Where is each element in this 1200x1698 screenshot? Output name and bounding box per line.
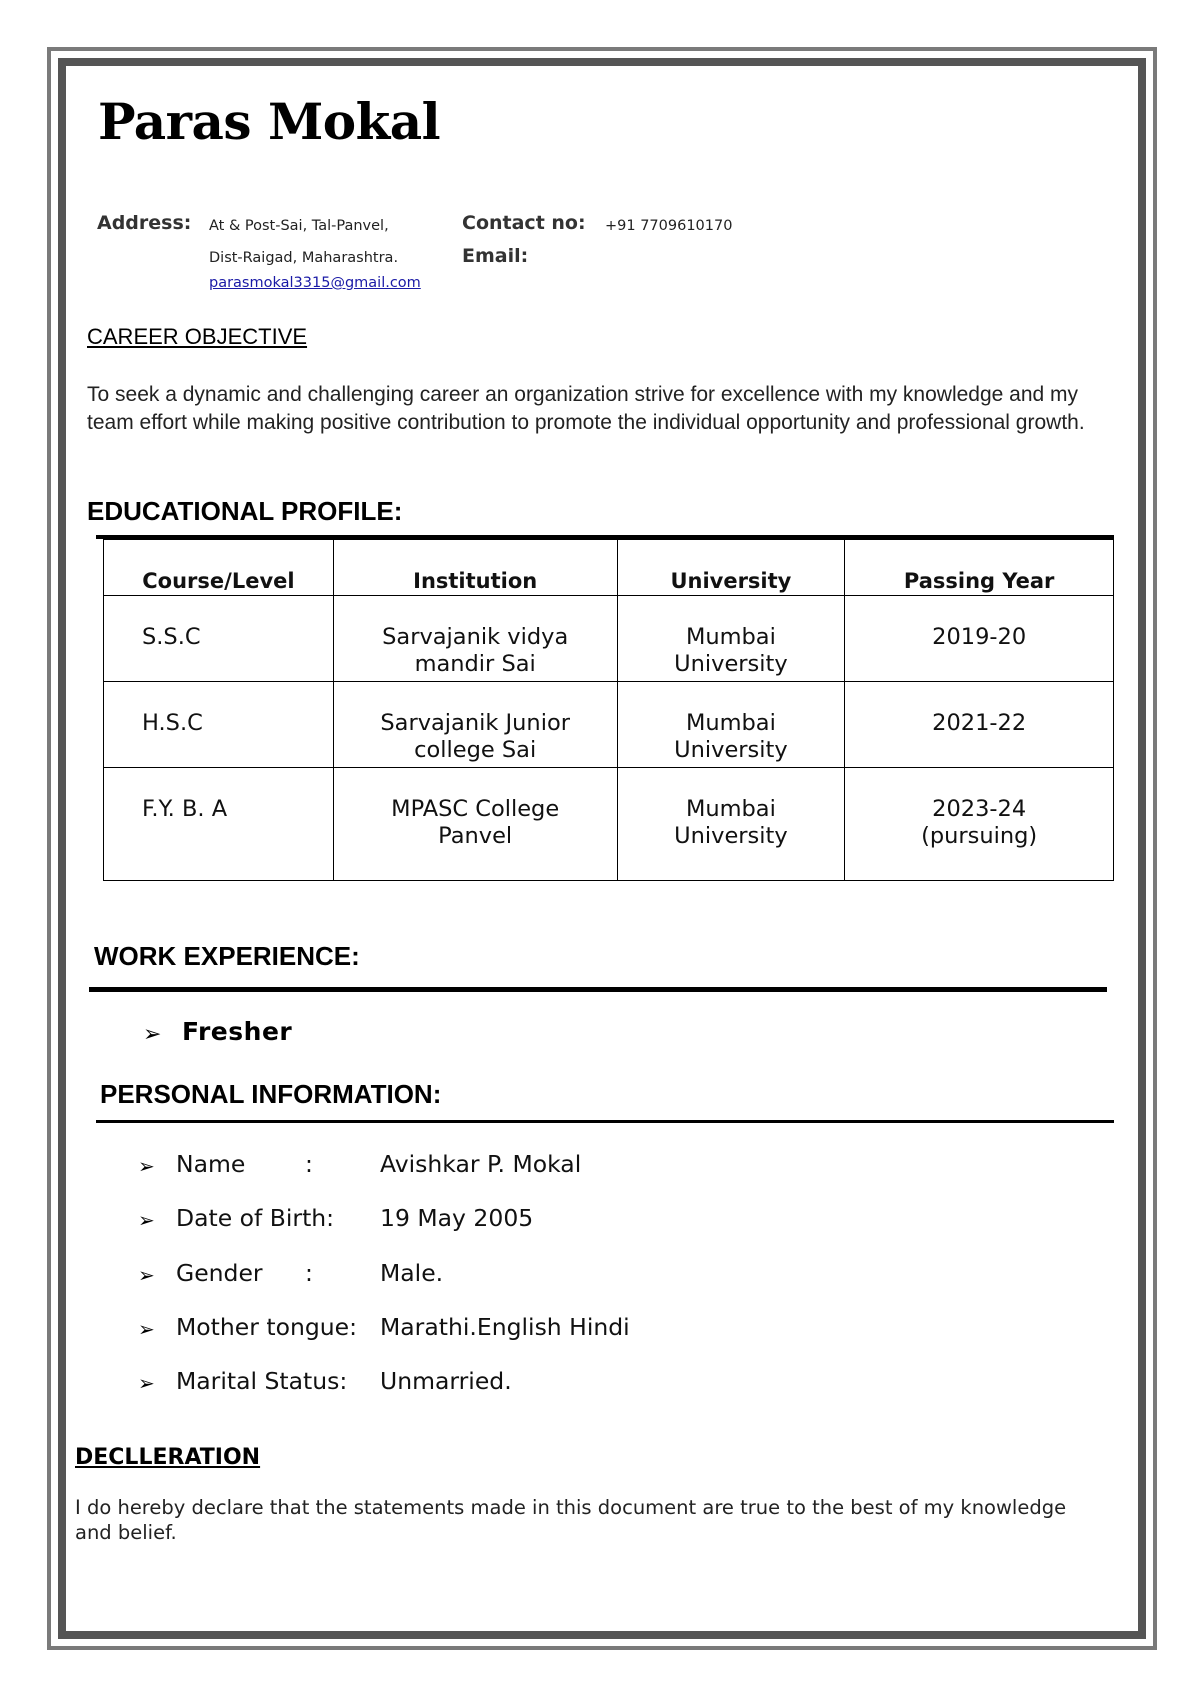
institution-line: Sarvajanik Junior	[380, 710, 570, 736]
institution-line: college Sai	[414, 737, 537, 763]
year-line: 2021-22	[932, 710, 1027, 736]
column-header: Course/Level	[104, 540, 334, 596]
arrow-bullet-icon: ➢	[138, 1263, 155, 1287]
table-row	[104, 768, 1114, 881]
contact-label: Contact no:	[462, 212, 586, 234]
info-label-name: Name	[176, 1150, 246, 1178]
declaration-heading: DECLLERATION	[75, 1445, 261, 1470]
institution-line: MPASC College	[391, 796, 560, 822]
institution-cell	[333, 682, 617, 768]
info-label-dob: Date of Birth:	[176, 1204, 335, 1232]
arrow-bullet-icon: ➢	[138, 1317, 155, 1341]
email-link[interactable]: parasmokal3315@gmail.com	[209, 275, 421, 291]
personal-divider	[96, 1120, 1114, 1123]
work-experience-item: Fresher	[182, 1017, 293, 1046]
info-value-marital-status: Unmarried.	[380, 1367, 512, 1395]
institution-line: mandir Sai	[414, 651, 536, 677]
work-divider	[89, 987, 1107, 992]
university-cell	[617, 596, 845, 682]
info-value-dob: 19 May 2005	[380, 1204, 534, 1232]
educational-profile-heading: EDUCATIONAL PROFILE:	[87, 496, 403, 526]
candidate-name: Paras Mokal	[98, 92, 441, 151]
arrow-bullet-icon: ➢	[143, 1022, 162, 1047]
year-cell	[845, 682, 1114, 768]
institution-line: Panvel	[438, 823, 513, 849]
year-line: (pursuing)	[921, 823, 1038, 849]
declaration-text: I do hereby declare that the statements made in this document are true to the best of my knowledge and belief.	[75, 1496, 1067, 1544]
address-label: Address:	[97, 212, 192, 234]
institution-line: Sarvajanik vidya	[382, 624, 569, 650]
arrow-bullet-icon: ➢	[138, 1208, 155, 1232]
course-cell: F.Y. B. A	[104, 768, 334, 881]
year-cell	[845, 768, 1114, 881]
year-line: 2023-24	[932, 796, 1027, 822]
contact-number: +91 7709610170	[605, 218, 733, 234]
arrow-bullet-icon: ➢	[138, 1154, 155, 1178]
column-header: Institution	[333, 540, 617, 596]
university-line: University	[674, 823, 788, 849]
table-row	[104, 682, 1114, 768]
work-experience-heading: WORK EXPERIENCE:	[94, 941, 360, 971]
course-cell: H.S.C	[104, 682, 334, 768]
education-table	[103, 539, 1114, 881]
year-line: 2019-20	[932, 624, 1027, 650]
university-cell	[617, 682, 845, 768]
course-cell: S.S.C	[104, 596, 334, 682]
info-value-mother-tongue: Marathi.English Hindi	[380, 1313, 630, 1341]
info-label-mother-tongue: Mother tongue:	[176, 1313, 358, 1341]
info-separator: :	[305, 1150, 313, 1178]
university-line: University	[674, 737, 788, 763]
table-row	[104, 596, 1114, 682]
university-line: University	[674, 651, 788, 677]
email-label: Email:	[462, 245, 529, 267]
column-header: Passing Year	[845, 540, 1114, 596]
institution-cell	[333, 768, 617, 881]
career-objective-heading: CAREER OBJECTIVE	[87, 324, 308, 349]
university-line: Mumbai	[685, 796, 776, 822]
info-separator: :	[305, 1259, 313, 1287]
column-header: University	[617, 540, 845, 596]
institution-cell	[333, 596, 617, 682]
year-cell	[845, 596, 1114, 682]
university-line: Mumbai	[685, 624, 776, 650]
address-line-1: At & Post-Sai, Tal-Panvel,	[209, 218, 389, 234]
personal-information-heading: PERSONAL INFORMATION:	[100, 1079, 442, 1109]
info-value-gender: Male.	[380, 1259, 444, 1287]
arrow-bullet-icon: ➢	[138, 1371, 155, 1395]
career-objective-text: To seek a dynamic and challenging career an organization strive for excellence with my knowledge and my team effort while making positive contribution to promote the individual opportunity and professional growth.	[87, 383, 1085, 434]
info-label-gender: Gender	[176, 1259, 263, 1287]
university-line: Mumbai	[685, 710, 776, 736]
address-line-2: Dist-Raigad, Maharashtra.	[209, 250, 399, 266]
university-cell	[617, 768, 845, 881]
info-value-name: Avishkar P. Mokal	[380, 1150, 582, 1178]
info-label-marital-status: Marital Status:	[176, 1367, 348, 1395]
table-header-row	[104, 540, 1114, 596]
